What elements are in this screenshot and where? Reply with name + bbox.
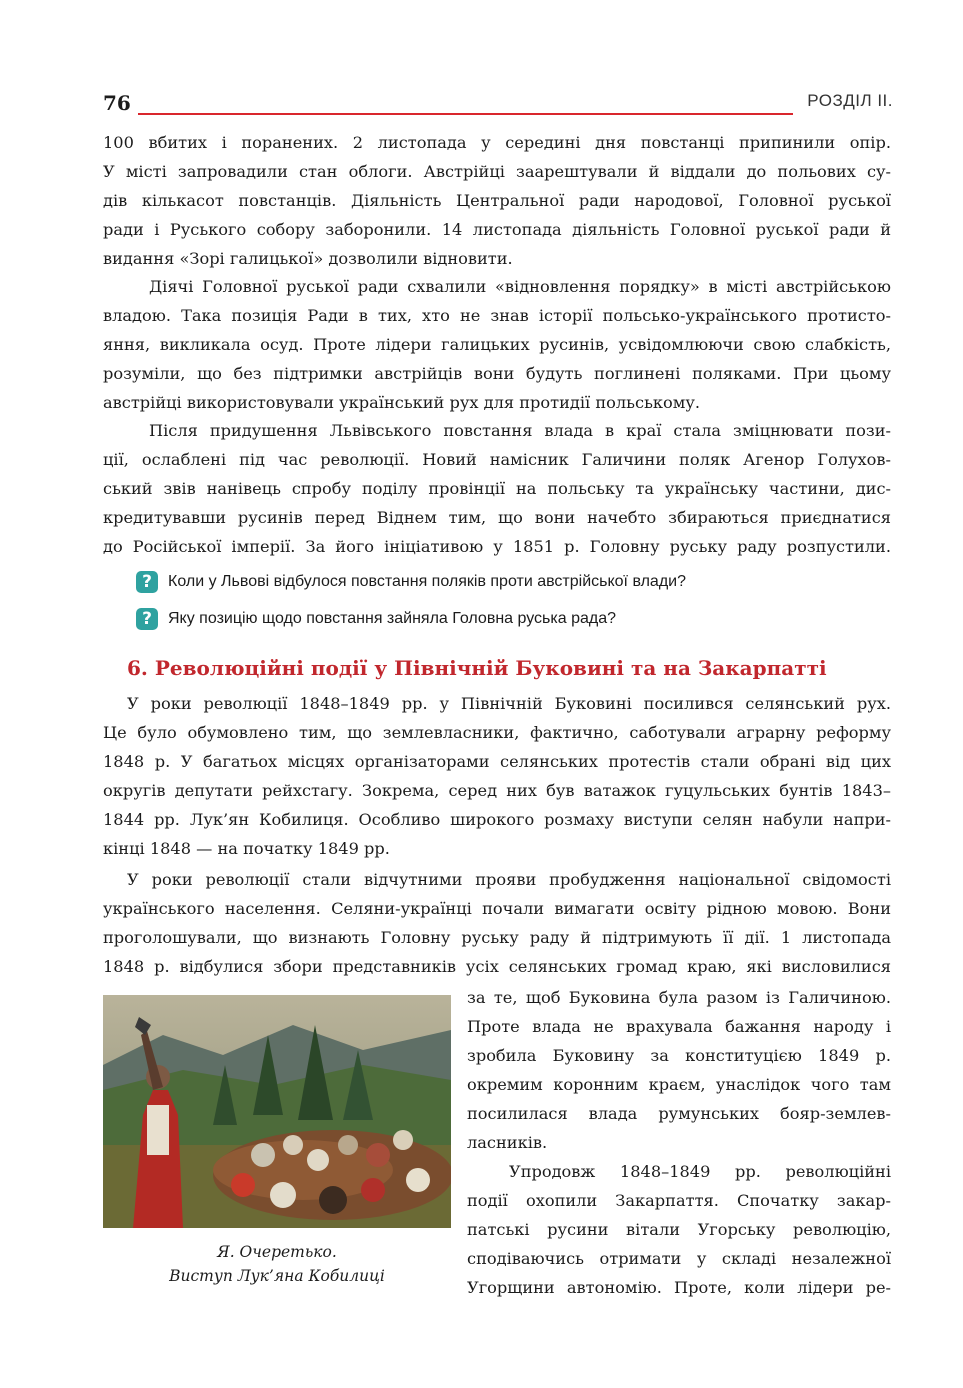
page-number: 76 (103, 91, 131, 115)
text-line: за те, щоб Буковина була разом із Галичиною. (467, 988, 891, 1007)
caption-author: Я. Очеретько. (217, 1243, 337, 1261)
question-text: Яку позицію щодо повстання зайняла Головна руська рада? (168, 610, 617, 627)
paragraph-bukovina-movement (103, 689, 891, 863)
text-line: проголошували, що визнають Головну руську раду й підтримують її дії. 1 листопада (103, 928, 891, 947)
text-line: посилилася влада румунських бояр-землев- (467, 1104, 891, 1123)
text-line: зробила Буковину за конституцією 1849 р. (467, 1046, 891, 1065)
text-line: дів кількасот повстанців. Діяльність Центральної ради народової, Головної руської (103, 191, 891, 210)
paragraph-after-uprising (103, 416, 891, 561)
page-header (103, 88, 893, 122)
text-line: ласників. (467, 1133, 548, 1152)
text-line: до Російської імперії. За його ініціативою у 1851 р. Головну руську раду розпустили. (103, 537, 891, 556)
paragraph-national-awareness (103, 865, 891, 981)
question-2 (136, 606, 616, 632)
text-line: події охопили Закарпаття. Спочатку закар- (467, 1191, 891, 1210)
text-line: кредитувавши русинів перед Віднем тим, що вони начебто збираються приєднатися (103, 508, 891, 527)
header-rule (138, 113, 793, 115)
text-line: 1848 р. У багатьох місцях організаторами селянських протестів стали обрані від цих (103, 752, 891, 771)
section-heading: 6. Революційні події у Північній Буковині та на Закарпатті (127, 656, 827, 680)
question-1 (136, 569, 686, 595)
text-line: ради і Руського собору заборонили. 14 листопада діяльність Головної руської ради й (103, 220, 891, 239)
text-line: округів депутати рейхстагу. Зокрема, серед них був ватажок гуцульських бунтів 1843– (103, 781, 891, 800)
text-line: патські русини вітали Угорську революцію, (467, 1220, 891, 1239)
text-line: кінці 1848 — на початку 1849 рр. (103, 839, 390, 858)
text-line: Угорщини автономію. Проте, коли лідери ре- (467, 1278, 891, 1297)
text-line: Це було обумовлено тим, що землевласники, фактично, саботували аграрну реформу (103, 723, 891, 742)
text-line: У роки революції 1848–1849 рр. у Північній Буковині посилився селянський рух. (127, 694, 891, 713)
question-text: Коли у Львові відбулося повстання поляків проти австрійської влади? (168, 573, 686, 590)
text-line: 1844 рр. Лук’ян Кобилиця. Особливо широкого розмаху виступи селян набули напри- (103, 810, 891, 829)
text-line: Упродовж 1848–1849 рр. революційні (509, 1162, 891, 1181)
right-column-text (467, 983, 891, 1302)
text-line: 100 вбитих і поранених. 2 листопада у середині дня повстанці припинили опір. (103, 133, 891, 152)
text-line: австрійці використовували український рух для протидії польському. (103, 393, 701, 412)
text-line: яння, викликала осуд. Проте лідери галицьких русинів, усвідомлюючи свою слабкість, (103, 335, 891, 354)
question-mark-icon: ? (136, 571, 158, 593)
text-line: видання «Зорі галицької» дозволили відновити. (103, 249, 513, 268)
paragraph-continuation (103, 128, 891, 273)
text-line: Після придушення Львівського повстання влада в краї стала зміцнювати пози- (149, 421, 891, 440)
text-line: владою. Така позиція Ради в тих, хто не знав історії польсько-українського протисто- (103, 306, 891, 325)
text-line: розуміли, що без підтримки австрійців вони будуть поглинені поляками. При цьому (103, 364, 891, 383)
paragraph-council-position (103, 272, 891, 417)
caption-title: Виступ Лук’яна Кобилиці (169, 1267, 385, 1285)
question-mark-icon: ? (136, 608, 158, 630)
text-line: сподіваючись отримати у складі незалежної (467, 1249, 891, 1268)
text-line: українського населення. Селяни-українці почали вимагати освіту рідною мовою. Вони (103, 899, 891, 918)
text-line: У місті запровадили стан облоги. Австрійці заарештували й віддали до польових су- (103, 162, 891, 181)
painting-image (103, 995, 451, 1228)
text-line: Діячі Головної руської ради схвалили «відновлення порядку» в місті австрійською (149, 277, 891, 296)
text-line: У роки революції стали відчутними прояви пробудження національної свідомості (127, 870, 891, 889)
figure-caption (103, 1240, 451, 1288)
text-line: ції, ослаблені під час революції. Новий намісник Галичини поляк Агенор Голухов- (103, 450, 891, 469)
text-line: окремим коронним краєм, унаслідок чого там (467, 1075, 891, 1094)
text-line: 1848 р. відбулися збори представників усіх селянських громад краю, які висловилися (103, 957, 891, 976)
section-label: РОЗДІЛ II. (807, 91, 893, 110)
text-line: ський звів нанівець спробу поділу провінції на польську та українську частини, дис- (103, 479, 891, 498)
text-line: Проте влада не врахувала бажання народу і (467, 1017, 891, 1036)
